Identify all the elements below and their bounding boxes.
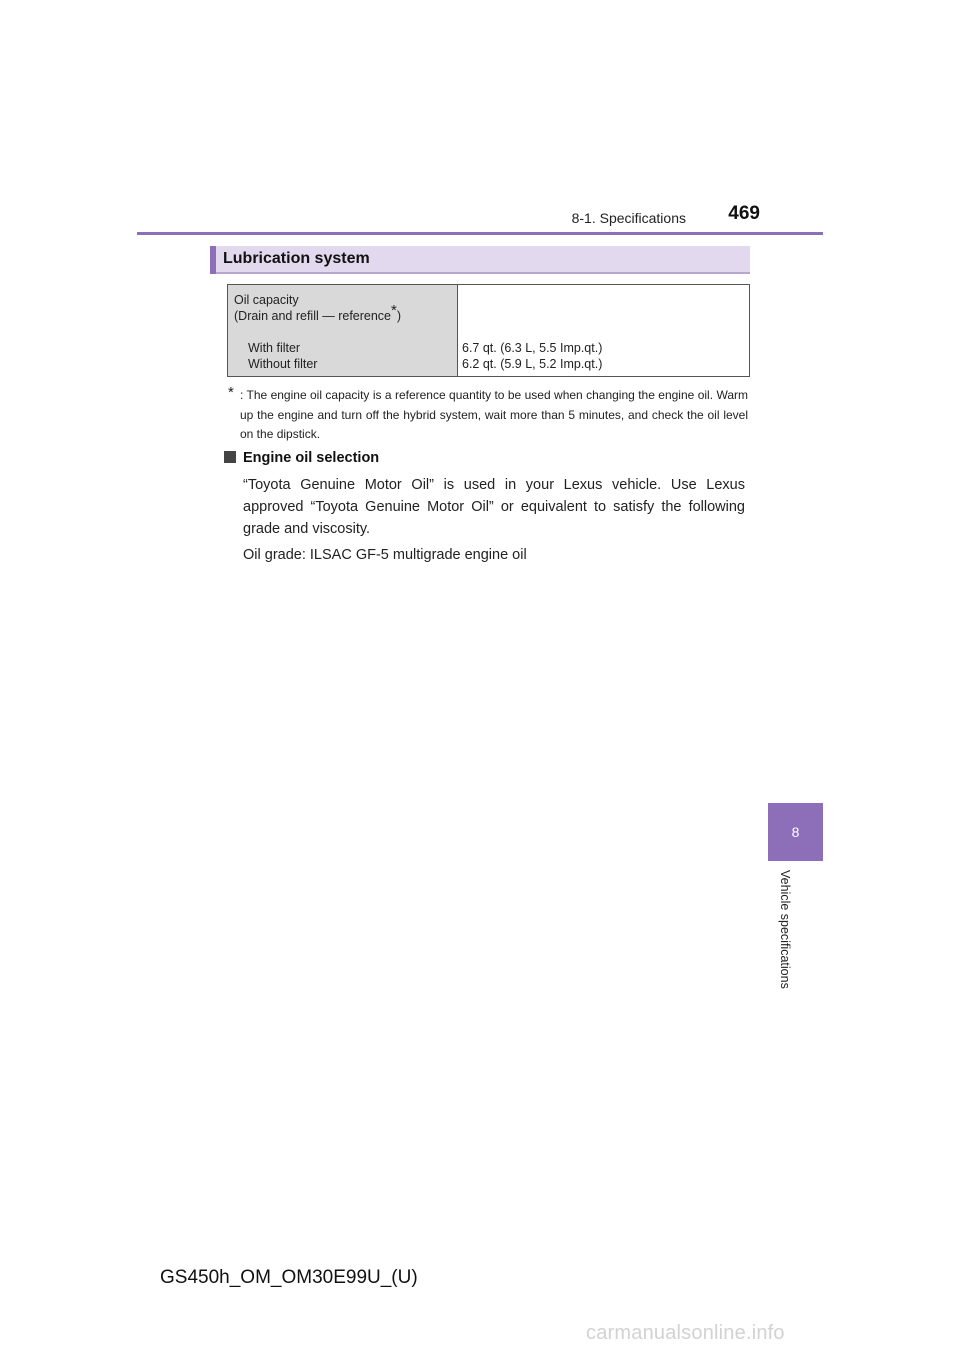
- chapter-number: 8: [791, 824, 800, 840]
- chapter-label: Vehicle specifications: [778, 870, 792, 989]
- table-label-cell: [228, 285, 458, 376]
- label-with-filter: With filter: [248, 341, 301, 355]
- value-without-filter: 6.2 qt. (5.9 L, 5.2 Imp.qt.): [462, 357, 603, 371]
- reference-star: *: [391, 301, 397, 319]
- footnote-text: : The engine oil capacity is a reference quantity to be used when changing the engine oil. Warm up the engine and turn off the hybrid system, wait more than 5 minutes, and check the oil level on the dipstick.: [240, 388, 748, 441]
- watermark: carmanualsonline.info: [586, 1322, 785, 1344]
- oil-selection-paragraph: “Toyota Genuine Motor Oil” is used in your Lexus vehicle. Use Lexus approved “Toyota Genuine Motor Oil” or equivalent to satisfy the following grade and viscosity.: [243, 477, 745, 537]
- label-without-filter: Without filter: [248, 357, 318, 371]
- oil-grade-line: Oil grade: ILSAC GF-5 multigrade engine oil: [243, 547, 527, 563]
- header-divider: [137, 232, 823, 235]
- label-drain-refill-text: (Drain and refill — reference: [234, 309, 392, 323]
- subsection-heading: Engine oil selection: [243, 450, 380, 466]
- oil-capacity-table: [227, 284, 750, 377]
- chapter-tab[interactable]: [768, 803, 823, 861]
- label-drain-refill-close: ): [396, 309, 402, 323]
- footnote-marker: *: [228, 384, 234, 401]
- table-value-cell: [458, 285, 749, 376]
- square-bullet-icon: [224, 451, 236, 463]
- section-heading-accent: [210, 246, 216, 274]
- footnote: [228, 386, 748, 445]
- label-oil-capacity: Oil capacity: [234, 293, 299, 307]
- section-title: Lubrication system: [223, 250, 370, 267]
- header-section-title: 8-1. Specifications: [571, 210, 686, 226]
- page-number: 469: [728, 203, 760, 224]
- label-drain-refill: [234, 301, 402, 324]
- value-with-filter: 6.7 qt. (6.3 L, 5.5 Imp.qt.): [462, 341, 603, 355]
- document-id: GS450h_OM_OM30E99U_(U): [160, 1267, 418, 1288]
